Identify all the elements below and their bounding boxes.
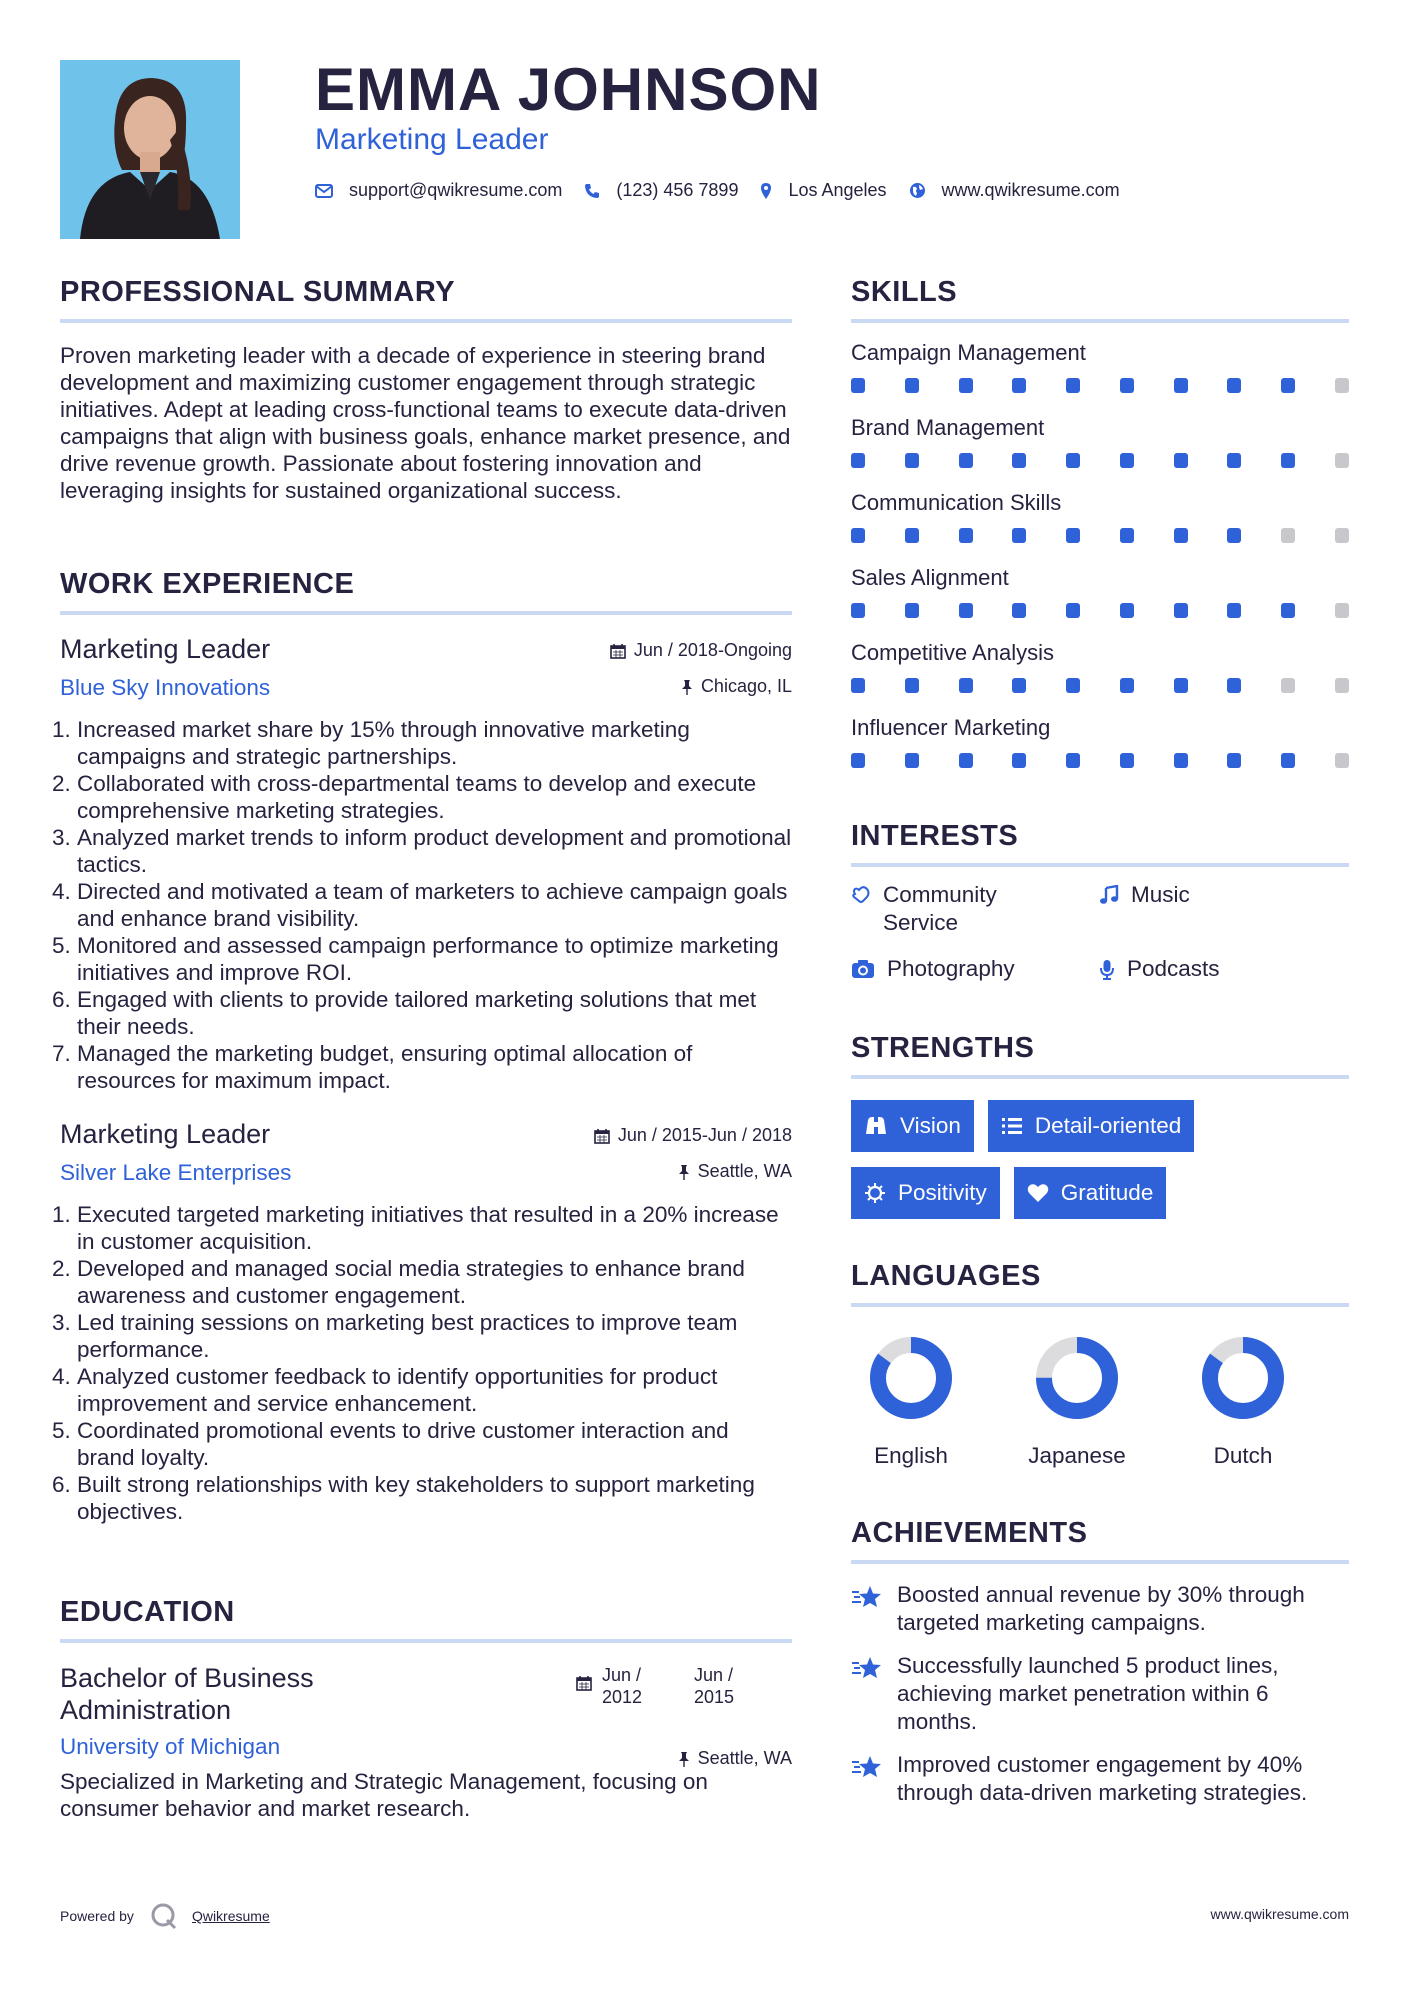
rating-dot-filled: [905, 453, 919, 468]
skill-name: Sales Alignment: [851, 565, 1009, 590]
strength-tag: Detail-oriented: [988, 1100, 1194, 1152]
qwikresume-logo-icon: [150, 1902, 178, 1930]
rating-dot-filled: [1120, 378, 1134, 393]
list-item: 5. Monitored and assessed campaign performance to optimize marketing initiatives and improve ROI.: [52, 933, 779, 985]
music-icon: [1099, 885, 1119, 905]
interests-grid: [851, 881, 1349, 1011]
rating-dot-filled: [1066, 528, 1080, 543]
contact-bar: [315, 180, 1142, 201]
language-item: [1183, 1333, 1303, 1469]
rating-dot-filled: [851, 753, 865, 768]
skill-item: [851, 640, 1349, 693]
rating-dot-filled: [1174, 603, 1188, 618]
education-section: [60, 1596, 792, 1822]
list-item: 1. Executed targeted marketing initiatives that resulted in a 20% increase in customer acquisition.: [52, 1202, 779, 1254]
rating-dot-filled: [1120, 678, 1134, 693]
rating-dot-filled: [905, 528, 919, 543]
rating-dot-filled: [1281, 453, 1295, 468]
rating-dot-filled: [1012, 378, 1026, 393]
rating-dot-filled: [1066, 453, 1080, 468]
rating-dot-filled: [851, 453, 865, 468]
language-item: [1017, 1333, 1137, 1469]
skill-item: [851, 415, 1349, 468]
rating-dot-filled: [1174, 753, 1188, 768]
list-item: 1. Increased market share by 15% through innovative marketing campaigns and strategic partnerships.: [52, 717, 690, 769]
education-start: Jun / 2012: [602, 1665, 643, 1707]
company-name: Blue Sky Innovations: [60, 675, 271, 700]
achievements-divider: [851, 1560, 1349, 1564]
job-location: Seattle, WA: [678, 1161, 792, 1182]
pushpin-icon: [678, 1751, 690, 1767]
degree-name: Bachelor of Business Administration: [60, 1663, 314, 1725]
education-heading: EDUCATION: [60, 1596, 235, 1628]
rating-dot-filled: [1174, 453, 1188, 468]
rating-dot-filled: [1012, 753, 1026, 768]
rating-dot-filled: [1281, 753, 1295, 768]
rating-dot-filled: [851, 678, 865, 693]
list-item: 6. Engaged with clients to provide tailored marketing solutions that met their needs.: [52, 987, 757, 1039]
rating-dot-filled: [959, 378, 973, 393]
rating-dot-empty: [1335, 678, 1349, 693]
contact-location: [760, 180, 886, 201]
skill-name: Campaign Management: [851, 340, 1086, 365]
powered-by-label: Powered by: [60, 1908, 134, 1924]
footer-site[interactable]: www.qwikresume.com: [1210, 1906, 1349, 1922]
list-item: 7. Managed the marketing budget, ensuring optimal allocation of resources for maximum impact.: [52, 1041, 693, 1093]
contact-phone-text: (123) 456 7899: [616, 180, 739, 200]
school-name: University of Michigan: [60, 1734, 281, 1759]
summary-section: [60, 276, 792, 504]
rating-dot-filled: [1281, 378, 1295, 393]
list-item: Improved customer engagement by 40% through data-driven marketing strategies.: [851, 1751, 1331, 1807]
rating-dot-empty: [1335, 753, 1349, 768]
rating-dot-filled: [851, 603, 865, 618]
education-location: Seattle, WA: [678, 1748, 792, 1769]
skill-rating: [851, 378, 1349, 393]
job-bullets: [52, 1201, 792, 1525]
skill-rating: [851, 678, 1349, 693]
education-divider: [60, 1639, 792, 1643]
job-title: Marketing Leader: [60, 1119, 271, 1149]
strengths-section: [851, 1032, 1349, 1219]
rating-dot-empty: [1335, 528, 1349, 543]
interests-heading: INTERESTS: [851, 820, 1019, 852]
star-icon: [851, 1755, 883, 1779]
rating-dot-filled: [1281, 603, 1295, 618]
interest-item: Photography: [851, 955, 1015, 983]
rating-dot-filled: [1227, 678, 1241, 693]
achievements-heading: ACHIEVEMENTS: [851, 1517, 1088, 1549]
summary-heading: PROFESSIONAL SUMMARY: [60, 276, 456, 308]
map-pin-icon: [760, 182, 772, 200]
list-item: 4. Directed and motivated a team of marketers to achieve campaign goals and enhance brand visibility.: [52, 879, 788, 931]
interests-section: [851, 820, 1349, 1011]
list-item: 6. Built strong relationships with key stakeholders to support marketing objectives.: [52, 1472, 755, 1524]
job-dates: Jun / 2018-Ongoing: [610, 640, 792, 661]
contact-website[interactable]: [909, 180, 1120, 201]
list-item: 3. Analyzed market trends to inform product development and promotional tactics.: [52, 825, 792, 877]
strength-tag: Positivity: [851, 1167, 1000, 1219]
calendar-icon: [610, 643, 626, 659]
strength-tag: Vision: [851, 1100, 974, 1152]
skill-name: Influencer Marketing: [851, 715, 1051, 740]
company-name: Silver Lake Enterprises: [60, 1160, 292, 1185]
language-donut: [1032, 1333, 1122, 1423]
pushpin-icon: [678, 1164, 690, 1180]
skills-list: [851, 340, 1349, 768]
contact-phone[interactable]: [584, 180, 738, 201]
strengths-row: [851, 1167, 1349, 1219]
skill-rating: [851, 528, 1349, 543]
rating-dot-filled: [959, 453, 973, 468]
list-item: 2. Developed and managed social media strategies to enhance brand awareness and customer engagement.: [52, 1256, 745, 1308]
rating-dot-filled: [1174, 528, 1188, 543]
rating-dot-filled: [1227, 378, 1241, 393]
skill-name: Competitive Analysis: [851, 640, 1054, 665]
list-item: Successfully launched 5 product lines, achieving market penetration within 6 months.: [851, 1652, 1331, 1736]
interest-item: Community Service: [851, 881, 1051, 937]
list-item: Boosted annual revenue by 30% through targeted marketing campaigns.: [851, 1581, 1331, 1637]
rating-dot-filled: [959, 753, 973, 768]
rating-dot-filled: [1012, 453, 1026, 468]
education-description: Specialized in Marketing and Strategic Management, focusing on consumer behavior and market research.: [60, 1769, 708, 1821]
languages-section: [851, 1260, 1349, 1469]
rating-dot-empty: [1335, 453, 1349, 468]
microphone-icon: [1099, 959, 1115, 981]
achievements-list: [851, 1581, 1349, 1807]
contact-website-text: www.qwikresume.com: [941, 180, 1120, 200]
achievements-section: [851, 1517, 1349, 1807]
rating-dot-empty: [1281, 528, 1295, 543]
skill-item: [851, 490, 1349, 543]
star-icon: [851, 1585, 883, 1609]
rating-dot-filled: [1012, 603, 1026, 618]
language-name: Dutch: [1213, 1443, 1273, 1468]
rating-dot-filled: [1174, 678, 1188, 693]
profile-photo: [60, 60, 240, 239]
language-item: [851, 1333, 971, 1469]
skills-divider: [851, 319, 1349, 323]
sun-icon: [864, 1182, 886, 1204]
list-item: 4. Analyzed customer feedback to identify opportunities for product improvement and service enhancement.: [52, 1364, 718, 1416]
skill-rating: [851, 453, 1349, 468]
strengths-divider: [851, 1075, 1349, 1079]
avatar: [60, 60, 240, 239]
experience-divider: [60, 611, 792, 615]
contact-email[interactable]: [315, 180, 562, 201]
rating-dot-empty: [1335, 603, 1349, 618]
calendar-icon: [594, 1128, 610, 1144]
camera-icon: [851, 959, 875, 979]
rating-dot-filled: [959, 528, 973, 543]
rating-dot-empty: [1281, 678, 1295, 693]
job-location: Chicago, IL: [681, 676, 792, 697]
rating-dot-filled: [1120, 528, 1134, 543]
contact-location-text: Los Angeles: [788, 180, 887, 200]
brand-link[interactable]: Qwikresume: [191, 1908, 270, 1924]
rating-dot-filled: [1120, 753, 1134, 768]
rating-dot-filled: [905, 678, 919, 693]
phone-icon: [584, 183, 600, 199]
skill-name: Brand Management: [851, 415, 1045, 440]
summary-text: Proven marketing leader with a decade of experience in steering brand development and maximizing customer engagement through strategic initiatives. Adept at leading cross-functional teams to execute data-driven campaigns that align with business goals, enhance market presence, and drive revenue growth. Passionate about fostering innovation and leveraging insights for sustained organizational success.: [60, 343, 791, 503]
rating-dot-filled: [1174, 378, 1188, 393]
heart-icon: [1027, 1183, 1049, 1203]
strengths-heading: STRENGTHS: [851, 1032, 1035, 1064]
rating-dot-filled: [1012, 528, 1026, 543]
rating-dot-filled: [905, 378, 919, 393]
experience-section: [52, 568, 792, 1525]
calendar-icon: [576, 1675, 592, 1691]
skills-heading: SKILLS: [851, 276, 958, 308]
strength-tag: Gratitude: [1014, 1167, 1167, 1219]
rating-dot-filled: [905, 753, 919, 768]
rating-dot-filled: [1227, 753, 1241, 768]
footer-powered: [60, 1902, 270, 1930]
education-dates: [576, 1664, 756, 1708]
summary-divider: [60, 319, 792, 323]
skill-item: [851, 565, 1349, 618]
job-title: Marketing Leader: [60, 634, 271, 664]
job-entry: [52, 634, 792, 1094]
languages-divider: [851, 1303, 1349, 1307]
hand-icon: [851, 885, 871, 905]
binoculars-icon: [864, 1116, 888, 1136]
skills-section: [851, 276, 1349, 768]
language-donut: [1198, 1333, 1288, 1423]
education-entry: [60, 1662, 792, 1822]
rating-dot-filled: [851, 528, 865, 543]
interest-item: Music: [1099, 881, 1190, 909]
rating-dot-filled: [1012, 678, 1026, 693]
skill-rating: [851, 753, 1349, 768]
skill-item: [851, 715, 1349, 768]
rating-dot-filled: [1066, 678, 1080, 693]
globe-icon: [909, 182, 926, 199]
candidate-role: Marketing Leader: [315, 123, 549, 156]
interest-item: Podcasts: [1099, 955, 1220, 983]
contact-email-text: support@qwikresume.com: [349, 180, 563, 200]
language-donut: [866, 1333, 956, 1423]
rating-dot-filled: [1066, 378, 1080, 393]
rating-dot-filled: [959, 603, 973, 618]
language-name: English: [874, 1443, 948, 1468]
languages-heading: LANGUAGES: [851, 1260, 1041, 1292]
rating-dot-filled: [905, 603, 919, 618]
rating-dot-filled: [1120, 603, 1134, 618]
rating-dot-filled: [1227, 603, 1241, 618]
rating-dot-filled: [851, 378, 865, 393]
rating-dot-filled: [959, 678, 973, 693]
job-bullets: [52, 716, 792, 1094]
skill-name: Communication Skills: [851, 490, 1062, 515]
skill-item: [851, 340, 1349, 393]
experience-heading: WORK EXPERIENCE: [60, 568, 355, 600]
envelope-icon: [315, 184, 333, 198]
candidate-name: EMMA JOHNSON: [315, 56, 822, 123]
list-item: 5. Coordinated promotional events to drive customer interaction and brand loyalty.: [52, 1418, 729, 1470]
list-item: 3. Led training sessions on marketing best practices to improve team performance.: [52, 1310, 738, 1362]
rating-dot-filled: [1066, 603, 1080, 618]
rating-dot-filled: [1227, 453, 1241, 468]
job-entry: [52, 1119, 792, 1525]
list-item: 2. Collaborated with cross-departmental teams to develop and execute comprehensive marketing strategies.: [52, 771, 757, 823]
star-icon: [851, 1656, 883, 1680]
rating-dot-empty: [1335, 378, 1349, 393]
interests-divider: [851, 863, 1349, 867]
strengths-row: [851, 1100, 1349, 1152]
languages-row: [851, 1333, 1349, 1469]
rating-dot-filled: [1227, 528, 1241, 543]
education-end: Jun / 2015: [694, 1665, 735, 1707]
skill-rating: [851, 603, 1349, 618]
list-icon: [1001, 1117, 1023, 1135]
rating-dot-filled: [1066, 753, 1080, 768]
rating-dot-filled: [1120, 453, 1134, 468]
language-name: Japanese: [1028, 1443, 1126, 1468]
job-dates: Jun / 2015-Jun / 2018: [594, 1125, 792, 1146]
pushpin-icon: [681, 679, 693, 695]
